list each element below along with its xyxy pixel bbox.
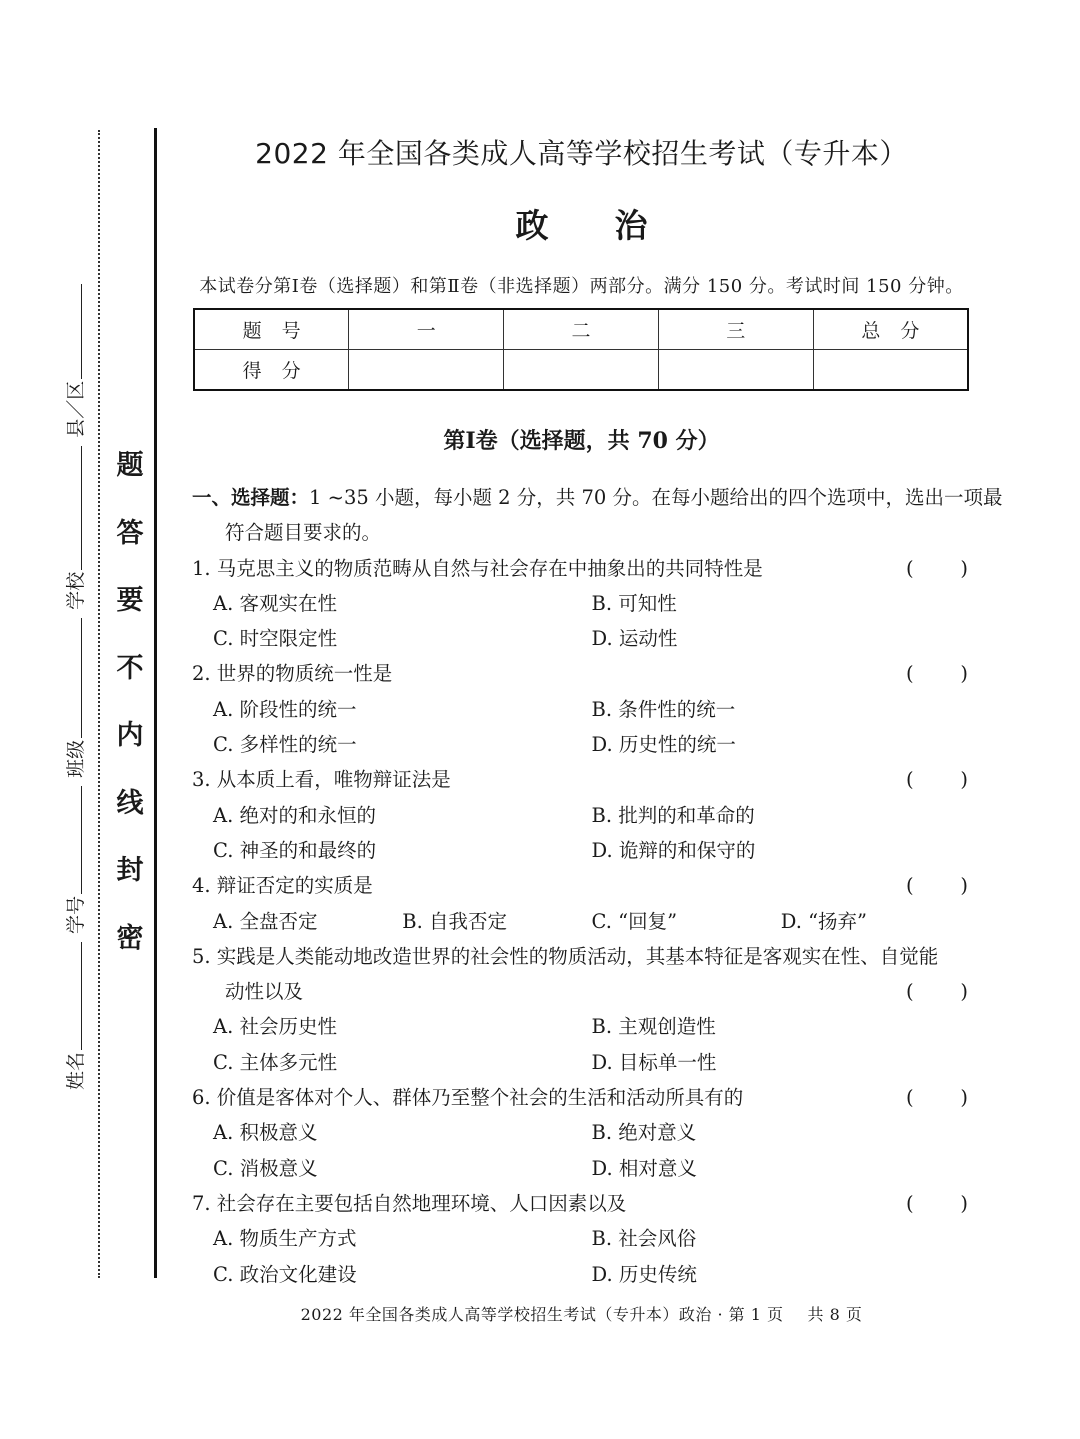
option: C. 主体多元性 xyxy=(213,1050,338,1074)
section-instructions-cont: 符合题目要求的。 xyxy=(225,521,382,545)
subject-title: 政治 xyxy=(515,206,714,245)
seal-char: 不 xyxy=(116,652,144,684)
option: A. 全盘否定 xyxy=(213,909,318,933)
question-stem: 5. 实践是人类能动地改造世界的社会性的物质活动，其基本特征是客观实在性、自觉能 xyxy=(192,944,939,968)
option-row xyxy=(192,1009,970,1044)
option: D. 历史传统 xyxy=(591,1262,697,1286)
option-row xyxy=(192,1257,970,1292)
score-table-score-row xyxy=(194,350,968,391)
option: A. 绝对的和永恒的 xyxy=(213,803,376,827)
option: A. 阶段性的统一 xyxy=(213,697,357,721)
paren-left: ( xyxy=(906,662,914,686)
question-text: 1. 马克思主义的物质范畴从自然与社会存在中抽象出的共同特性是 xyxy=(192,556,763,580)
option: B. 可知性 xyxy=(591,591,677,615)
paren-left: ( xyxy=(906,1086,914,1110)
question-text: 3. 从本质上看，唯物辩证法是 xyxy=(192,768,451,792)
seal-line-solid xyxy=(154,128,157,1278)
footer-page-info: 2022 年全国各类成人高等学校招生考试（专升本）政治 · 第 1 页 xyxy=(300,1305,784,1324)
question-stem xyxy=(192,551,970,586)
seal-char: 密 xyxy=(116,922,144,954)
score-header-cell: 二 xyxy=(504,309,659,350)
option: D. 运动性 xyxy=(591,627,678,651)
section-text: 1 ~35 小题，每小题 2 分，共 70 分。在每小题给出的四个选项中，选出一项最 xyxy=(309,486,1003,509)
school-label: 学校 xyxy=(65,571,87,610)
score-header-cell: 总分 xyxy=(813,309,968,350)
option: B. 条件性的统一 xyxy=(591,697,736,721)
question-text: 动性以及 xyxy=(225,980,304,1004)
paren-left: ( xyxy=(906,874,914,898)
question-text: 4. 辩证否定的实质是 xyxy=(192,874,373,898)
paren-right: ) xyxy=(960,768,968,792)
student-info-fields xyxy=(66,282,86,1090)
paren-right: ) xyxy=(960,980,968,1004)
option: B. 绝对意义 xyxy=(591,1121,697,1145)
exam-intro: 本试卷分第Ⅰ卷（选择题）和第Ⅱ卷（非选择题）两部分。满分 150 分。考试时间 150 分钟。 xyxy=(199,276,964,297)
question-text: 2. 世界的物质统一性是 xyxy=(192,662,393,686)
page-footer xyxy=(194,1302,969,1325)
part-title: 第Ⅰ卷（选择题，共 70 分） xyxy=(443,428,720,454)
section-instructions xyxy=(192,480,1003,515)
option: D. 相对意义 xyxy=(591,1156,697,1180)
county-blank[interactable] xyxy=(69,284,82,379)
option-row xyxy=(192,692,970,727)
paren-right: ) xyxy=(960,662,968,686)
option: D. 目标单一性 xyxy=(591,1050,717,1074)
option-row xyxy=(192,586,970,621)
option-row xyxy=(192,904,970,939)
answer-paren[interactable] xyxy=(906,868,968,903)
answer-paren[interactable] xyxy=(906,762,968,797)
seal-char: 要 xyxy=(116,585,144,616)
student-id-blank[interactable] xyxy=(69,786,82,894)
question-stem xyxy=(192,656,970,691)
seal-char: 答 xyxy=(116,517,144,549)
option: C. 政治文化建设 xyxy=(213,1262,357,1286)
option: B. 自我否定 xyxy=(402,909,507,933)
paren-right: ) xyxy=(960,1191,968,1215)
option: D. 诡辩的和保守的 xyxy=(591,838,756,862)
score-cell[interactable] xyxy=(813,350,968,391)
option: B. 主观创造性 xyxy=(591,1015,716,1039)
question-stem xyxy=(192,762,970,797)
county-label: 县／区 xyxy=(65,380,87,438)
name-label: 姓名 xyxy=(65,1051,87,1090)
option-row xyxy=(192,1221,970,1256)
exam-title: 2022 年全国各类成人高等学校招生考试（专升本） xyxy=(255,137,908,170)
option-row xyxy=(192,1115,970,1150)
option: C. 时空限定性 xyxy=(213,627,338,651)
answer-paren[interactable] xyxy=(906,551,968,586)
score-cell[interactable] xyxy=(504,350,659,391)
answer-paren[interactable] xyxy=(906,656,968,691)
class-label: 班级 xyxy=(65,739,87,778)
question-stem xyxy=(192,1080,970,1115)
option-row xyxy=(192,727,970,762)
option-row xyxy=(192,833,970,868)
score-cell[interactable] xyxy=(658,350,813,391)
answer-paren[interactable] xyxy=(906,1186,968,1221)
question-stem-cont xyxy=(192,974,970,1009)
score-header-cell: 题号 xyxy=(194,309,349,350)
paren-right: ) xyxy=(960,1086,968,1110)
question-section xyxy=(192,480,1003,1292)
school-blank[interactable] xyxy=(69,446,82,570)
option: D. “扬弃” xyxy=(780,909,868,933)
seal-char: 封 xyxy=(116,855,144,886)
option-row xyxy=(192,621,970,656)
student-id-label: 学号 xyxy=(65,895,87,934)
option-row xyxy=(192,798,970,833)
answer-paren[interactable] xyxy=(906,1080,968,1115)
score-table xyxy=(193,308,969,391)
question-stem xyxy=(192,868,970,903)
option: A. 物质生产方式 xyxy=(213,1227,357,1251)
seal-char: 题 xyxy=(116,450,144,481)
question-stem xyxy=(192,1186,970,1221)
paren-left: ( xyxy=(906,768,914,792)
seal-char: 内 xyxy=(116,720,144,751)
paren-left: ( xyxy=(906,980,914,1004)
score-row-label: 得分 xyxy=(194,350,349,391)
score-cell[interactable] xyxy=(349,350,504,391)
option-row xyxy=(192,1151,970,1186)
section-head: 一、选择题： xyxy=(192,486,310,509)
option-row xyxy=(192,1045,970,1080)
seal-char: 线 xyxy=(116,787,144,819)
option: A. 社会历史性 xyxy=(213,1015,337,1039)
option: C. 消极意义 xyxy=(213,1156,318,1180)
class-blank[interactable] xyxy=(69,618,82,738)
name-blank[interactable] xyxy=(69,942,82,1050)
option: A. 客观实在性 xyxy=(213,591,337,615)
footer-total-pages: 共 8 页 xyxy=(807,1305,863,1324)
paren-right: ) xyxy=(960,556,968,580)
score-table-header-row xyxy=(194,309,968,350)
cut-line-dotted xyxy=(98,130,100,1278)
seal-warning xyxy=(112,448,148,988)
option: C. 神圣的和最终的 xyxy=(213,838,377,862)
answer-paren[interactable] xyxy=(906,974,968,1009)
option: D. 历史性的统一 xyxy=(591,733,736,757)
paren-left: ( xyxy=(906,1191,914,1215)
paren-right: ) xyxy=(960,874,968,898)
paren-left: ( xyxy=(906,556,914,580)
option: B. 社会风俗 xyxy=(591,1227,697,1251)
option: A. 积极意义 xyxy=(213,1121,318,1145)
score-header-cell: 一 xyxy=(349,309,504,350)
question-text: 7. 社会存在主要包括自然地理环境、人口因素以及 xyxy=(192,1191,627,1215)
option: C. “回复” xyxy=(591,909,678,933)
option: B. 批判的和革命的 xyxy=(591,803,755,827)
option: C. 多样性的统一 xyxy=(213,733,357,757)
question-text: 6. 价值是客体对个人、群体乃至整个社会的生活和活动所具有的 xyxy=(192,1086,744,1110)
score-header-cell: 三 xyxy=(658,309,813,350)
